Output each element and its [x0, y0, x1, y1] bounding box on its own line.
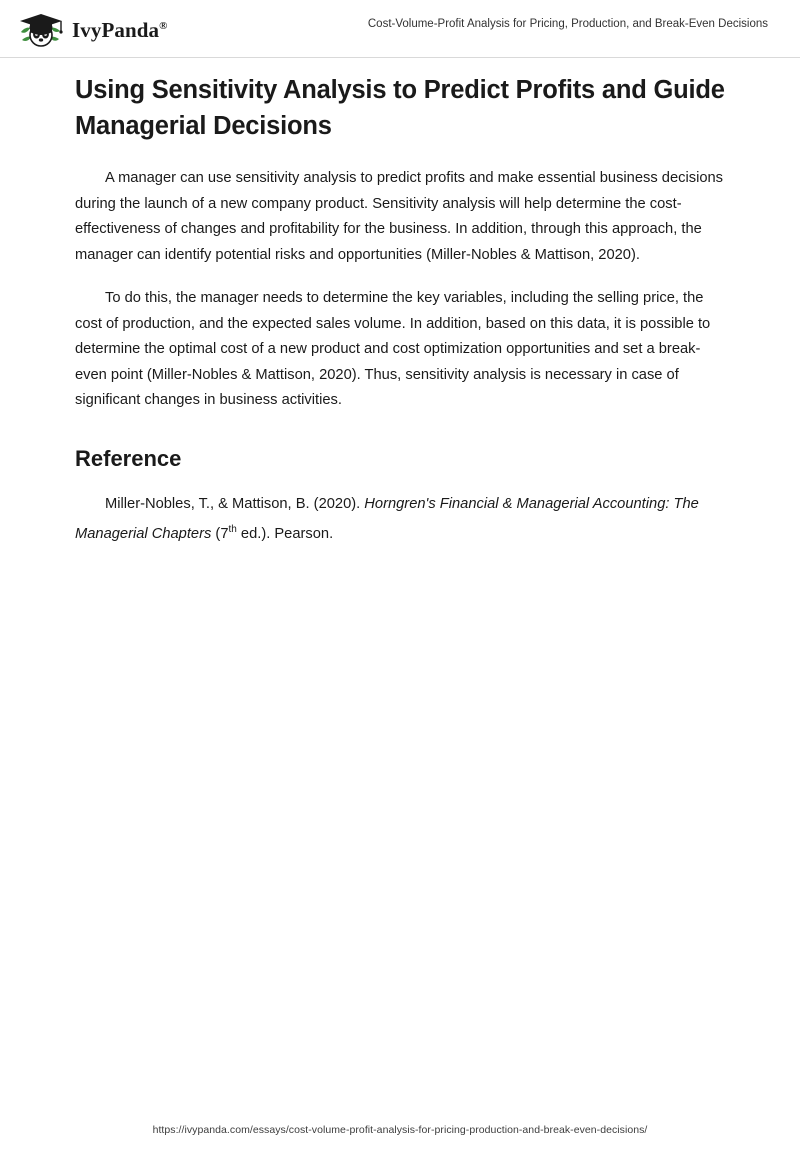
source-url-link[interactable]: https://ivypanda.com/essays/cost-volume-profit-analysis-for-pricing-production-and-break-even-decisions/ — [152, 1124, 648, 1136]
document-content — [75, 72, 725, 547]
reference-heading: Reference — [75, 445, 182, 471]
page-header — [0, 0, 800, 58]
brand-name: IvyPanda® — [72, 17, 168, 42]
page-title: Using Sensitivity Analysis to Predict Profits and Guide Managerial Decisions — [75, 76, 725, 140]
reference-authors: Miller-Nobles, T., & Mattison, B. (2020). — [105, 495, 365, 512]
reference-edition-ordinal: th — [228, 524, 237, 535]
header-divider — [0, 57, 800, 58]
paragraph-2: To do this, the manager needs to determine the key variables, including the selling price, the cost of production, and the expected sales volume. In addition, based on this data, it is possible to determine the optimal cost of a new product and cost optimization opportunities and set a break-even point (Miller-Nobles & Mattison, 2020). Thus, sensitivity analysis is necessary in case of significant changes in business activities. — [75, 290, 711, 408]
reference-entry — [75, 492, 725, 548]
header-document-title: Cost-Volume-Profit Analysis for Pricing, Production, and Break-Even Decisions — [367, 18, 768, 30]
brand-logo-group[interactable] — [18, 10, 168, 50]
reference-edition-prefix: (7 — [211, 525, 229, 542]
paragraph-1: A manager can use sensitivity analysis to predict profits and make essential business decisions during the launch of a new company product. Sensitivity analysis will help determine the cost-effectiveness of changes and profitability for the business. In addition, through this approach, the manager can identify potential risks and opportunities (Miller-Nobles & Mattison, 2020). — [75, 170, 724, 263]
graduation-cap-panda-icon — [18, 10, 64, 50]
reference-work-title: Horngren's Financial & Managerial Accounting: The Managerial Chapters — [75, 495, 699, 542]
reference-edition-suffix: ed.). Pearson. — [236, 525, 334, 542]
page-footer — [0, 1120, 800, 1138]
registered-trademark-symbol: ® — [159, 19, 168, 32]
